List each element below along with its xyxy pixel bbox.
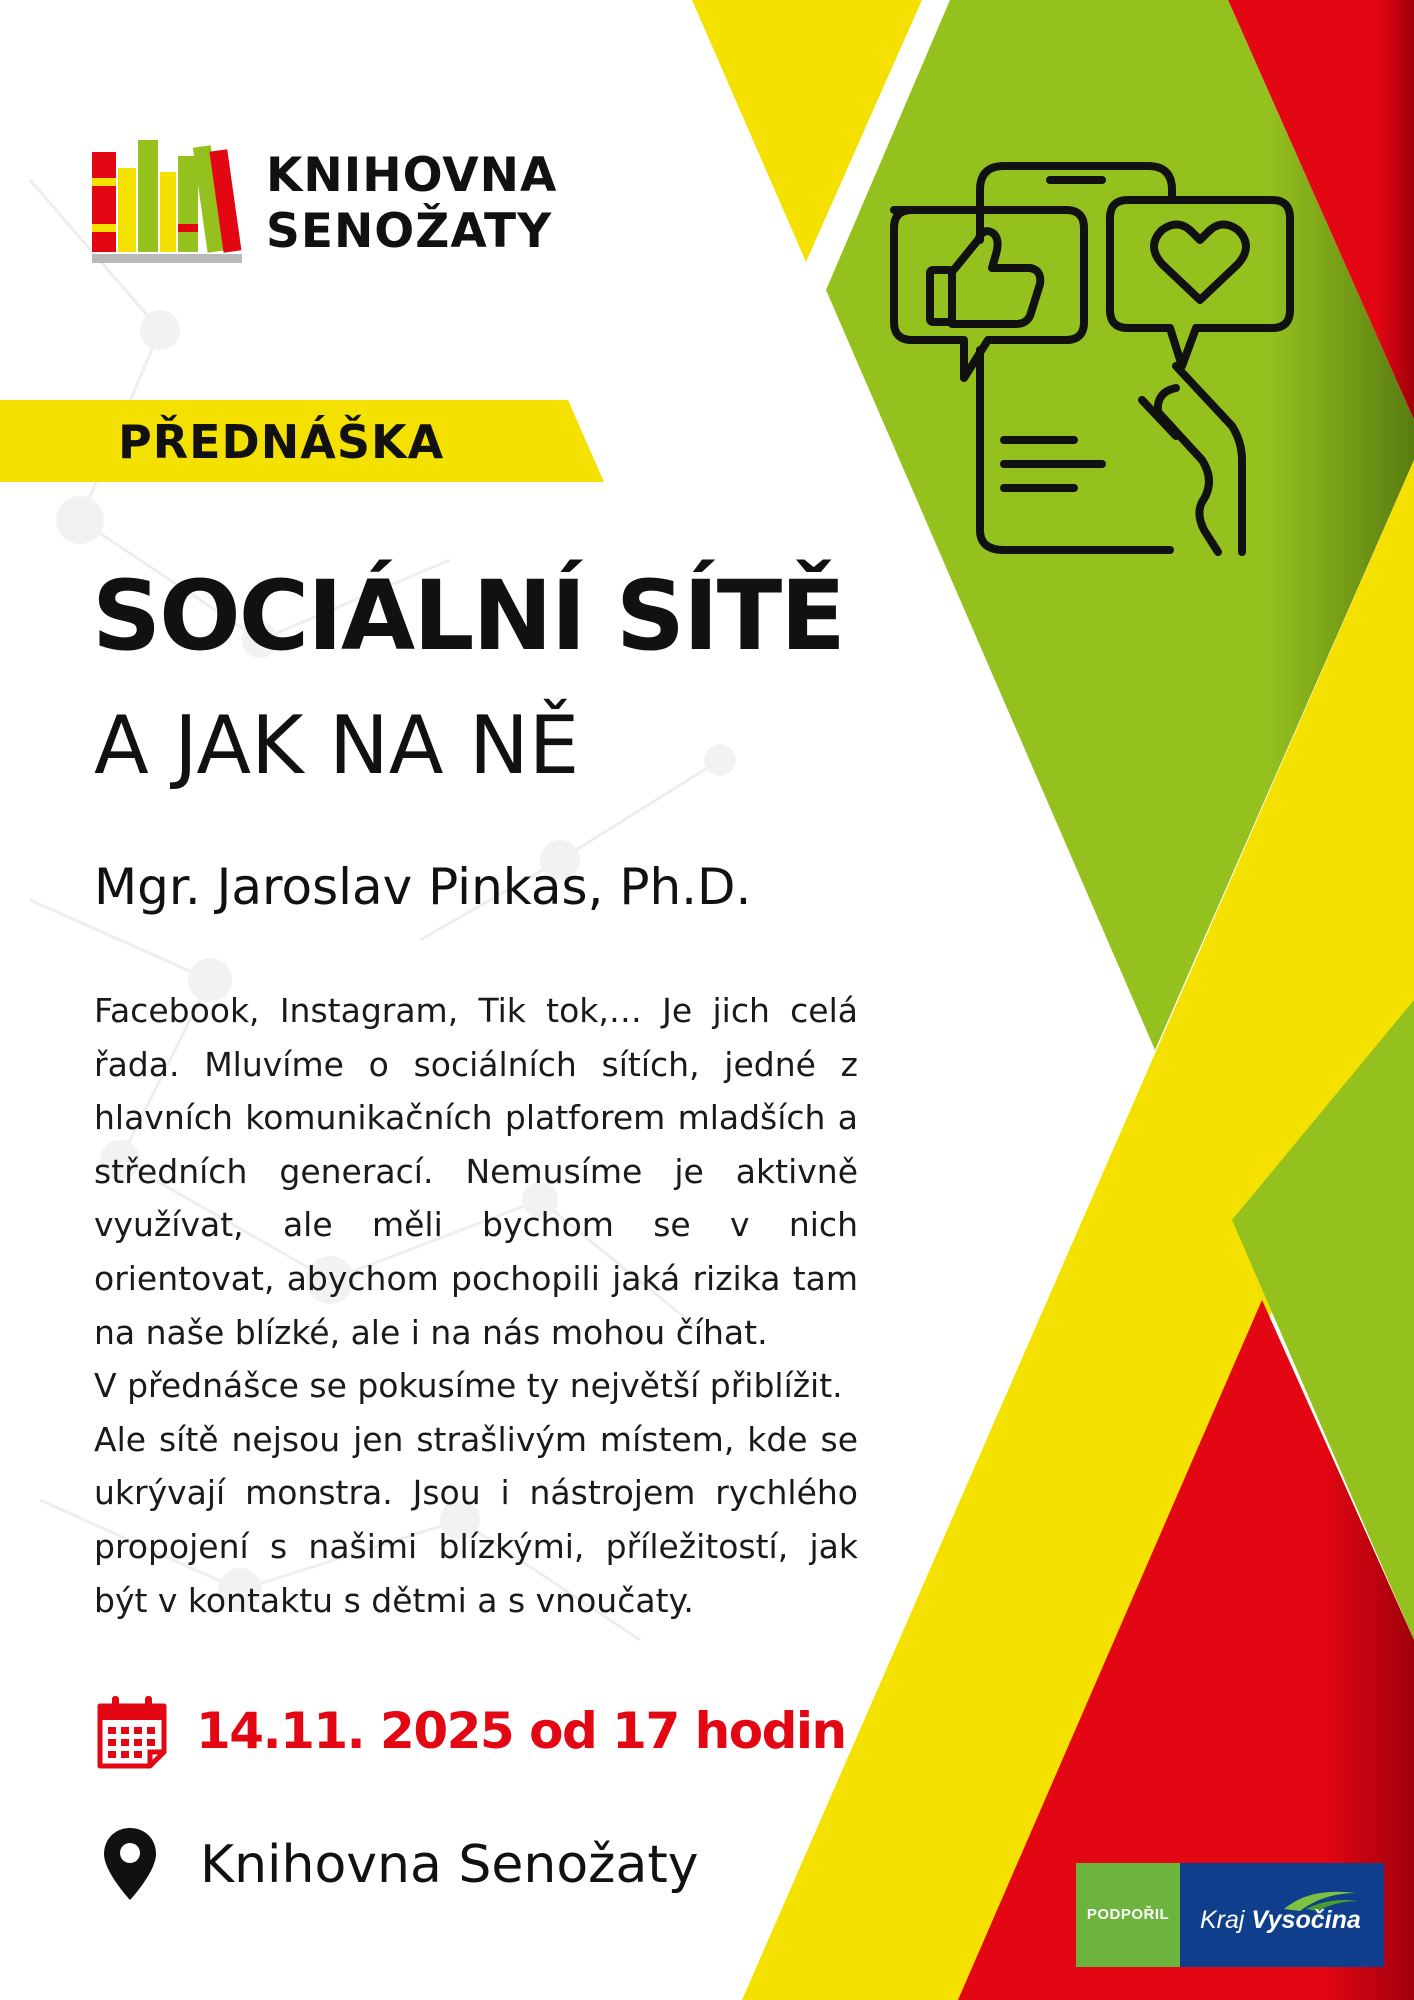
kraj-vysocina-text xyxy=(1200,1905,1361,1935)
description-paragraph-1: Facebook, Instagram, Tik tok,… Je jich celá řada. Mluvíme o sociálních sítích, jedné z hlavních komunikačních platforem mladších a středních generací. Nemusíme je aktivně využívat, ale měli bychom se v nich orientovat, abychom pochopili jaká rizika tam na naše blízké, ale i na nás mohou číhat. xyxy=(94,991,858,1352)
page-subtitle: A JAK NA NĚ xyxy=(94,699,580,792)
description-text xyxy=(94,984,858,1627)
event-place: Knihovna Senožaty xyxy=(200,1835,699,1895)
sponsor-label: PODPOŘIL xyxy=(1076,1863,1180,1967)
kraj-word: Kraj xyxy=(1200,1906,1245,1934)
kraj-vysocina-logo xyxy=(1180,1863,1384,1967)
speaker-name: Mgr. Jaroslav Pinkas, Ph.D. xyxy=(94,858,752,916)
description-paragraph-2: V přednášce se pokusíme ty největší přiblížit. xyxy=(94,1366,843,1406)
calendar-icon xyxy=(94,1694,170,1770)
vysocina-word: Vysočina xyxy=(1251,1906,1361,1934)
description-paragraph-3: Ale sítě nejsou jen strašlivým místem, kde se ukrývají monstra. Jsou i nástrojem rychlého propojení s našimi blízkými, příležitostí, jak být v kontaktu s dětmi a s vnoučaty. xyxy=(94,1419,858,1620)
social-media-phone-icon xyxy=(880,160,1300,560)
event-date: 14.11. 2025 od 17 hodin xyxy=(196,1702,846,1760)
logo-line-2: SENOŽATY xyxy=(266,204,553,259)
page-title: SOCIÁLNÍ SÍTĚ xyxy=(92,560,844,672)
event-type-label: PŘEDNÁŠKA xyxy=(118,415,445,469)
books-logo-icon xyxy=(90,138,250,268)
logo-line-1: KNIHOVNA xyxy=(266,148,558,203)
sponsor-logo xyxy=(1076,1863,1384,1967)
location-pin-icon xyxy=(102,1826,158,1902)
library-logo-text xyxy=(266,148,557,260)
